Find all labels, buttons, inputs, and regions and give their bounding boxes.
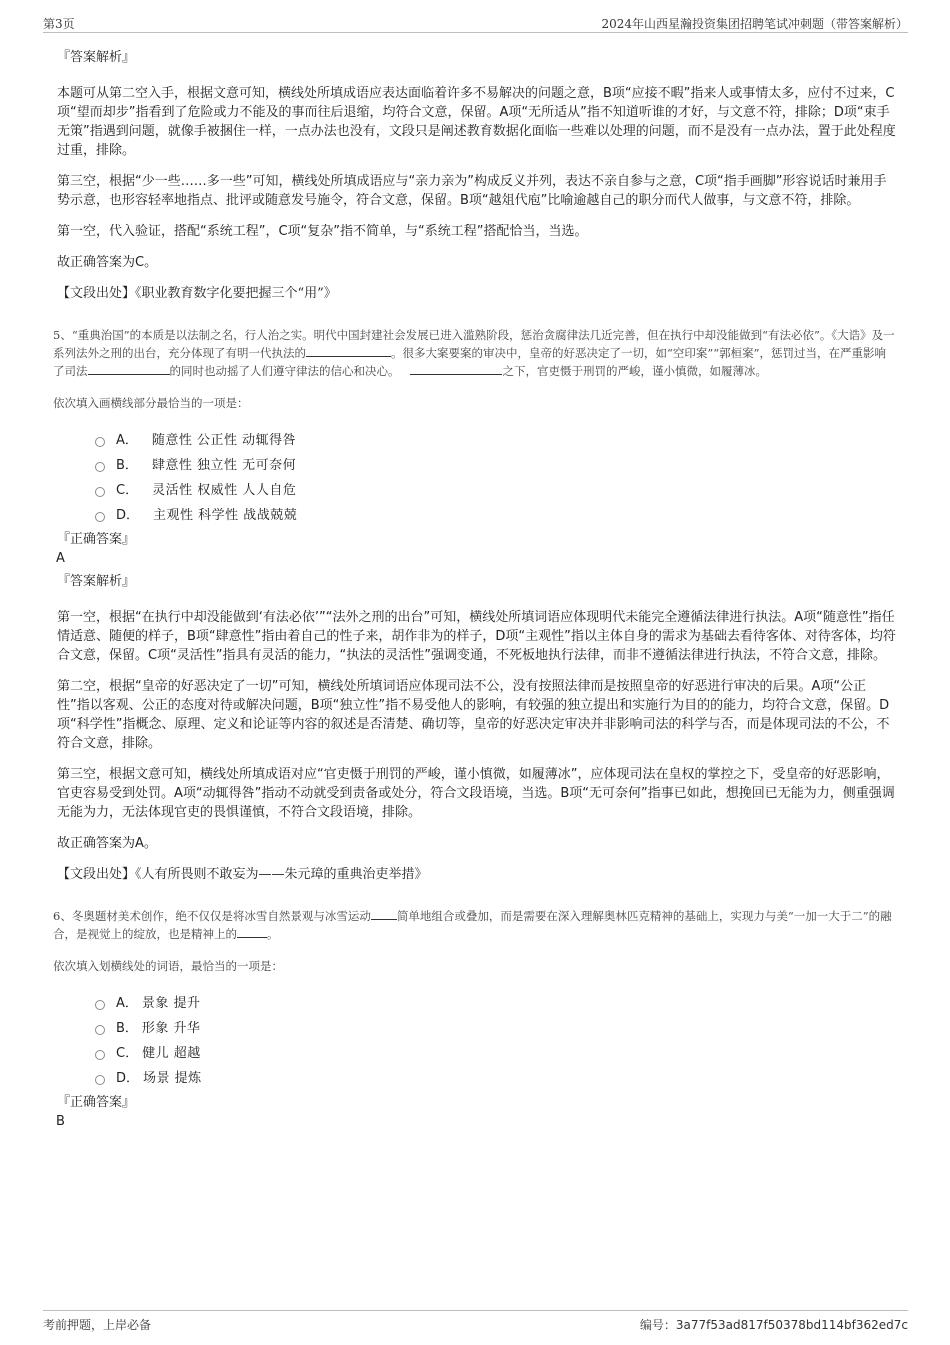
fill-blank — [88, 362, 170, 375]
correct-answer-label: 『正确答案』 — [57, 532, 136, 547]
analysis-paragraph: 第一空，根据“在执行中却没能做到‘有法必依’”“法外之刑的出台”可知，横线处所填词语应体现明代未能完全遵循法律进行执法。A项“随意性”指任情适意、随便的样子，B项“肆意性”指由着自己的性子来，胡作非为的样子，D项“主观性”指以主体自身的需求为基础去看待客体、对待客体，均符合文意，保留。C项“灵活性”指具有灵活的能力，“执法的灵活性”强调变通，不死板地执行法律，而非不遵循法律进行执法，不符合文意，排除。 — [57, 610, 896, 663]
option-a[interactable]: A． 随意性 公正性 动辄得咎 — [95, 426, 897, 451]
analysis-paragraph: 第二空，根据“皇帝的好恶决定了一切”可知，横线处所填词语应体现司法不公，没有按照法律而是按照皇帝的好恶进行审决的后果。A项“公正性”指以客观、公正的态度对待或解决问题，B项“独立性”指不易受他人的影响，有较强的独立提出和实施行为目的的能力，均符合文意，保留。D项“科学性”指概念、原理、定义和论证等内容的叙述是否清楚、确切等，皇帝的好恶决定审决并非影响司法的科学与否，而是体现司法的不公，不符合文意，排除。 — [57, 679, 890, 751]
analysis-paragraph: 第一空，代入验证，搭配“系统工程”，C项“复杂”指不简单，与“系统工程”搭配恰当，当选。 — [57, 224, 588, 239]
radio-button[interactable] — [95, 1025, 105, 1035]
question-5-options — [95, 426, 897, 526]
document-code: 编号：3a77f53ad817f50378bd114bf362ed7c — [639, 1318, 908, 1332]
radio-button[interactable] — [95, 512, 105, 522]
page-content — [53, 48, 897, 1135]
question-6-text: 6、冬奥题材美术创作，绝不仅仅是将冰雪自然景观与冰雪运动 简单地组合或叠加，而是需要在深入理解奥林匹克精神的基础上，实现力与美“一加一大于二”的融合，是视觉上的绽放，也是精神上的 。 — [53, 909, 892, 941]
radio-button[interactable] — [95, 487, 105, 497]
option-d[interactable]: D． 主观性 科学性 战战兢兢 — [95, 501, 897, 526]
question-6-prompt: 依次填入划横线处的词语，最恰当的一项是： — [53, 959, 283, 973]
analysis-paragraph: 第三空，根据文意可知，横线处所填成语对应“官吏慑于刑罚的严峻，谨小慎微，如履薄冰”，应体现司法在皇权的掌控之下，受皇帝的好恶影响，官吏容易受到处罚。A项“动辄得咎”指动不动就受到责备或处分，符合文段语境，当选。B项“无可奈何”指事已如此，想挽回已无能为力，侧重强调无能为力，无法体现官吏的畏惧谨慎，不符合文段语境，排除。 — [57, 767, 895, 820]
question-6-options — [95, 989, 897, 1089]
fill-blank — [237, 925, 267, 938]
option-b[interactable]: B． 肆意性 独立性 无可奈何 — [95, 451, 897, 476]
fill-blank — [306, 344, 391, 357]
analysis-paragraph: 第三空，根据“少一些……多一些”可知，横线处所填成语应与“亲力亲为”构成反义并列，表达不亲自参与之意，C项“指手画脚”形容说话时兼用手势示意，也形容轻率地指点、批评或随意发号施令，符合文意，保留。B项“越俎代庖”比喻逾越自己的职分而代人做事，与文意不符，排除。 — [57, 174, 887, 208]
analysis-label: 『答案解析』 — [57, 50, 136, 65]
radio-button[interactable] — [95, 462, 105, 472]
source-citation: 【文段出处】《人有所畏则不敢妄为——朱元璋的重典治吏举措》 — [57, 867, 428, 882]
fill-blank — [371, 907, 397, 920]
question-5-prompt: 依次填入画横线部分最恰当的一项是： — [53, 396, 249, 410]
correct-answer: B — [56, 1114, 65, 1129]
correct-answer-label: 『正确答案』 — [57, 1095, 136, 1110]
page-number: 第3页 — [43, 17, 75, 31]
radio-button[interactable] — [95, 437, 105, 447]
question-5-text: 5、“重典治国”的本质是以法制之名，行人治之实。明代中国封建社会发展已进入滥熟阶段，惩治贪腐律法几近完善，但在执行中却没能做到“有法必依”。《大诰》及一系列法外之刑的出台，充分体现了有明一代执法的 。很多大案要案的审决中，皇帝的好恶决定了一切，如“空印案”“郭桓案”，惩罚过当，在严重影响了司法 的同时也动摇了人们遵守律法的信心和决心。 之下，官吏慑于刑罚的严峻，谨小慎微，如履薄冰。 — [53, 328, 895, 378]
option-c[interactable]: C． 灵活性 权威性 人人自危 — [95, 476, 897, 501]
page-footer — [43, 1310, 908, 1335]
correct-answer: A — [56, 551, 65, 566]
page-header — [43, 12, 908, 33]
radio-button[interactable] — [95, 1075, 105, 1085]
analysis-conclusion: 故正确答案为C。 — [57, 255, 158, 270]
radio-button[interactable] — [95, 1050, 105, 1060]
option-b[interactable]: B． 形象 升华 — [95, 1014, 897, 1039]
document-title: 2024年山西星瀚投资集团招聘笔试冲刺题（带答案解析） — [601, 17, 908, 31]
source-citation: 【文段出处】《职业教育数字化要把握三个“用”》 — [57, 286, 337, 301]
analysis-label: 『答案解析』 — [57, 574, 136, 589]
analysis-conclusion: 故正确答案为A。 — [57, 836, 157, 851]
option-d[interactable]: D． 场景 提炼 — [95, 1064, 897, 1089]
option-c[interactable]: C． 健儿 超越 — [95, 1039, 897, 1064]
radio-button[interactable] — [95, 1000, 105, 1010]
analysis-paragraph: 本题可从第二空入手，根据文意可知，横线处所填成语应表达面临着许多不易解决的问题之意，B项“应接不暇”指来人或事情太多，应付不过来，C项“望而却步”指看到了危险或力不能及的事而往后退缩，均符合文意，保留。A项“无所适从”指不知道听谁的才好，与文意不符，排除；D项“束手无策”指遇到问题，就像手被捆住一样，一点办法也没有，文段只是阐述教育数据化面临一些难以处理的问题，而不是没有一点办法，置于此处程度过重，排除。 — [57, 86, 896, 158]
footer-slogan: 考前押题，上岸必备 — [43, 1318, 152, 1332]
option-a[interactable]: A． 景象 提升 — [95, 989, 897, 1014]
fill-blank — [410, 362, 502, 375]
